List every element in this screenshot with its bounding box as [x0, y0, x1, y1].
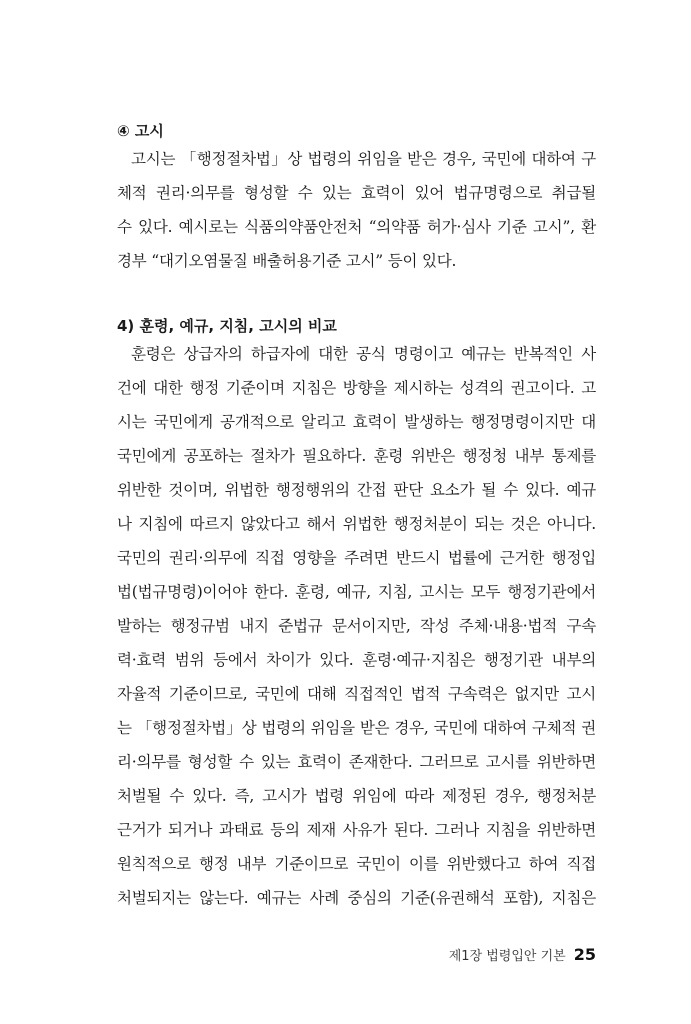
paragraph-line: 국민의 권리·의무에 직접 영향을 주려면 반드시 법률에 근거한 행정입 — [117, 549, 596, 567]
page-number: 25 — [573, 945, 596, 964]
paragraph-line: 근거가 되거나 과태료 등의 제재 사유가 된다. 그러나 지침을 위반하면 — [117, 821, 596, 839]
paragraph-line: 리·의무를 형성할 수 있는 효력이 존재한다. 그러므로 고시를 위반하면 — [117, 753, 596, 771]
paragraph-line: 는 「행정절차법」상 법령의 위임을 받은 경우, 국민에 대하여 구체적 권 — [117, 719, 596, 737]
paragraph-line: 고시는 「행정절차법」상 법령의 위임을 받은 경우, 국민에 대하여 구 — [131, 150, 596, 168]
paragraph-line: 경부 “대기오염물질 배출허용기준 고시” 등이 있다. — [117, 252, 457, 270]
section-heading-gosi: ④ 고시 — [117, 122, 164, 140]
paragraph-line: 훈령은 상급자의 하급자에 대한 공식 명령이고 예규는 반복적인 사 — [131, 345, 596, 363]
paragraph-line: 처벌될 수 있다. 즉, 고시가 법령 위임에 따라 제정된 경우, 행정처분 — [117, 787, 596, 805]
paragraph-line: 원칙적으로 행정 내부 기준이므로 국민이 이를 위반했다고 하여 직접 — [117, 855, 596, 873]
paragraph-line: 자율적 기준이므로, 국민에 대해 직접적인 법적 구속력은 없지만 고시 — [117, 685, 596, 703]
paragraph-line: 나 지침에 따르지 않았다고 해서 위법한 행정처분이 되는 것은 아니다. — [117, 515, 596, 533]
footer-chapter: 제1장 법령입안 기본 — [448, 949, 566, 964]
paragraph-line: 국민에게 공포하는 절차가 필요하다. 훈령 위반은 행정청 내부 통제를 — [117, 447, 596, 465]
section-heading-comparison: 4) 훈령, 예규, 지침, 고시의 비교 — [117, 317, 337, 335]
paragraph-line: 건에 대한 행정 기준이며 지침은 방향을 제시하는 성격의 권고이다. 고 — [117, 379, 596, 397]
paragraph-line: 력·효력 범위 등에서 차이가 있다. 훈령·예규·지침은 행정기관 내부의 — [117, 651, 596, 669]
paragraph-line: 체적 권리·의무를 형성할 수 있는 효력이 있어 법규명령으로 취급될 — [117, 184, 596, 202]
paragraph-line: 위반한 것이며, 위법한 행정행위의 간접 판단 요소가 될 수 있다. 예규 — [117, 481, 596, 499]
paragraph-line: 수 있다. 예시로는 식품의약품안전처 “의약품 허가·심사 기준 고시”, 환 — [117, 218, 596, 236]
paragraph-line: 시는 국민에게 공개적으로 알리고 효력이 발생하는 행정명령이지만 대 — [117, 413, 596, 431]
paragraph-line: 법(법규명령)이어야 한다. 훈령, 예규, 지침, 고시는 모두 행정기관에서 — [117, 583, 596, 601]
paragraph-line: 처벌되지는 않는다. 예규는 사례 중심의 기준(유권해석 포함), 지침은 — [117, 889, 596, 907]
paragraph-line: 발하는 행정규범 내지 준법규 문서이지만, 작성 주체·내용·법적 구속 — [117, 617, 596, 635]
page-footer — [449, 945, 596, 967]
